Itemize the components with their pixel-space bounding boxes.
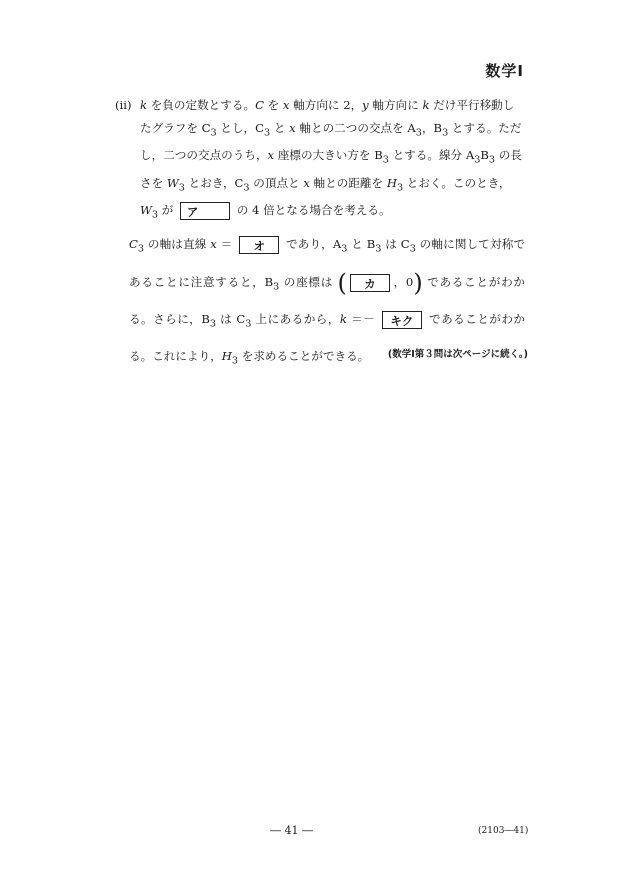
text: を負の定数とする。 — [147, 98, 256, 112]
text: が — [158, 202, 178, 217]
text: であり，A — [282, 237, 342, 252]
problem-body — [115, 94, 525, 378]
text: 軸との距離を — [309, 175, 387, 190]
subscript: 3 — [245, 318, 252, 330]
text: 軸方向に 2， — [289, 98, 363, 112]
variable-W: W — [166, 175, 179, 190]
subscript: 3 — [341, 243, 348, 255]
answer-box-ka[interactable]: カ — [350, 274, 390, 292]
text: ＝－ — [346, 311, 379, 326]
variable-k: k — [422, 98, 430, 112]
continue-note: (数学Ⅰ第３問は次ページに続く。) — [387, 349, 528, 360]
text: B — [480, 148, 489, 163]
subscript: 3 — [488, 154, 496, 166]
left-paren: ( — [337, 268, 347, 297]
text: と B — [347, 237, 376, 252]
variable-x: x — [303, 175, 310, 190]
text: の 4 倍となる場合を考える。 — [233, 202, 391, 217]
text: であることがわかる。これにより， — [129, 311, 526, 364]
subscript: 3 — [474, 154, 481, 166]
subscript: 3 — [273, 280, 280, 292]
right-paren: ) — [413, 268, 423, 297]
text: ，0 — [392, 274, 414, 289]
text: であることがわかる。さらに，B — [129, 274, 526, 326]
text: の軸に関して対称であることに注意すると，B — [129, 237, 526, 289]
text: とおく。このとき， — [403, 175, 511, 190]
answer-box-kiku[interactable]: キク — [382, 311, 422, 329]
text: の軸は直線 — [144, 237, 211, 252]
variable-C: C — [255, 98, 264, 112]
text: とする。線分 A — [388, 148, 475, 163]
page-header-title: 数学Ⅰ — [485, 62, 524, 80]
subscript: 3 — [264, 127, 271, 139]
page-number: ― 41 ― — [270, 824, 313, 837]
text: を — [263, 98, 283, 112]
subquestion-marker: (ii) — [115, 98, 132, 112]
text: とし，C — [216, 121, 265, 135]
problem-paragraph-1 — [115, 94, 525, 226]
subscript: 3 — [409, 243, 416, 255]
text: とおき，C — [184, 175, 244, 190]
document-code: (2103―41) — [478, 826, 529, 836]
text: の長さを — [140, 148, 522, 190]
text: は C — [381, 237, 410, 252]
subscript: 3 — [415, 127, 422, 139]
text: を求めることができる。 — [238, 349, 370, 364]
subscript: 3 — [396, 181, 404, 193]
variable-W: W — [140, 202, 152, 217]
subscript: 3 — [382, 154, 389, 166]
variable-y: y — [362, 98, 369, 112]
variable-k: k — [339, 311, 347, 326]
text: 座標の大きい方を B — [274, 148, 383, 163]
subscript: 3 — [151, 209, 159, 221]
subscript: 3 — [210, 127, 217, 139]
text: ，B — [421, 121, 443, 135]
answer-box-a[interactable]: ア — [180, 202, 230, 220]
subscript: 3 — [375, 243, 382, 255]
variable-x: x — [282, 98, 290, 112]
variable-H: H — [386, 175, 397, 190]
variable-x: x — [267, 148, 275, 163]
text: と — [270, 121, 290, 135]
variable-H: H — [221, 349, 232, 364]
text: とする。ただし，二つの交点のうち， — [140, 121, 522, 163]
variable-k: k — [140, 98, 148, 112]
variable-x: x — [289, 121, 296, 135]
subscript: 3 — [178, 181, 185, 193]
text: だけ平行移動したグラフを C — [140, 98, 515, 135]
text: 軸方向に — [368, 98, 423, 112]
subscript: 3 — [231, 355, 239, 367]
text: の座標は — [279, 274, 338, 289]
subscript: 3 — [209, 318, 216, 330]
subscript: 3 — [442, 127, 449, 139]
variable-x: x — [210, 237, 217, 252]
text: ＝ — [216, 237, 237, 252]
text: の頂点と — [249, 175, 304, 190]
text: は C — [216, 311, 246, 326]
variable-C: C — [129, 237, 138, 252]
answer-box-o[interactable]: オ — [239, 236, 279, 254]
text: 軸との二つの交点を A — [295, 121, 416, 135]
subscript: 3 — [243, 181, 250, 193]
text: 上にあるから， — [251, 311, 340, 326]
subscript: 3 — [137, 243, 145, 255]
